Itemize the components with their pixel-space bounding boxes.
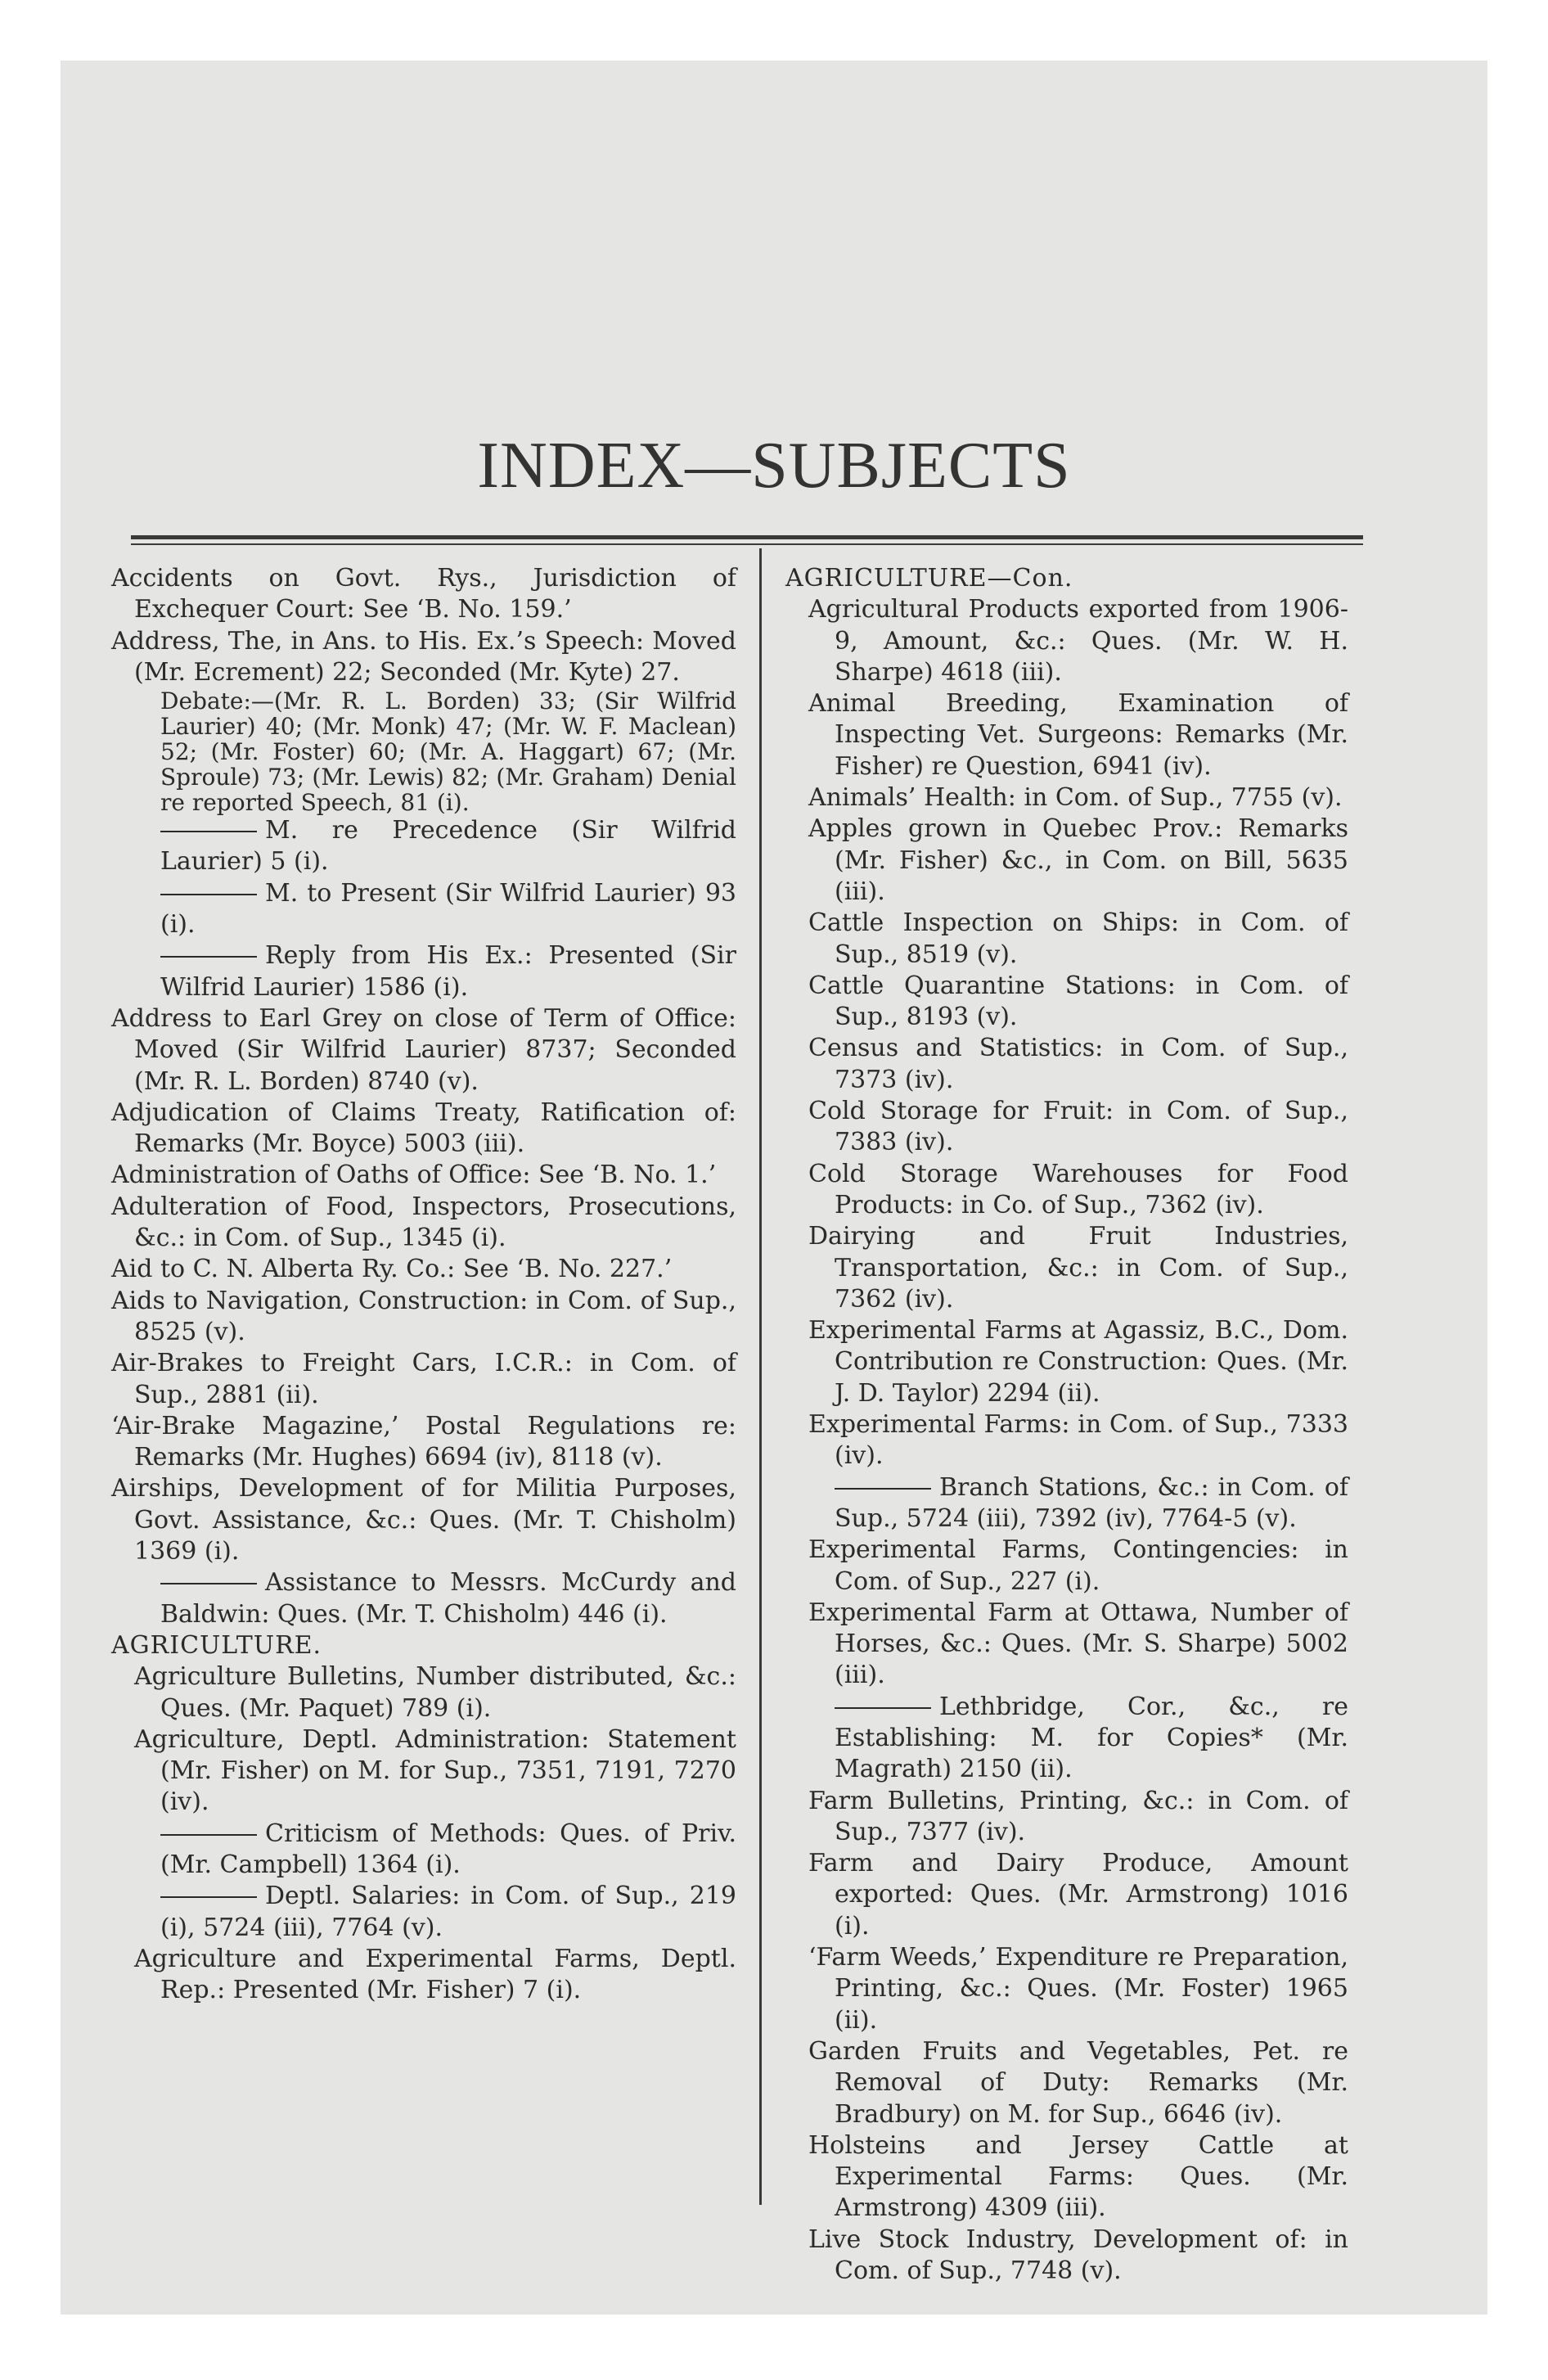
left-column [111,563,736,2006]
index-entry [785,908,1348,971]
ditto-dash [835,1707,931,1709]
index-entry [785,1472,1348,1535]
index-entry [111,940,736,1003]
index-entry [785,1409,1348,1472]
entry-text: Farm and Dairy Produce, Amount exported: Ques. (Mr. Armstrong) 1016 (i). [808,1849,1348,1941]
ditto-dash [160,1583,257,1584]
index-entry [785,1535,1348,1598]
entry-text: Deptl. Salaries: in Com. of Sup., 219 (i), 5724 (iii), 7764 (v). [160,1882,736,1942]
index-entry [111,1944,736,2007]
entry-text: Aid to C. N. Alberta Ry. Co.: See ‘B. No. 227.’ [111,1255,673,1284]
entry-text: Animal Breeding, Examination of Inspecting Vet. Surgeons: Remarks (Mr. Fisher) re Question, 6941 (iv). [808,689,1348,781]
column-divider [759,548,762,2205]
entry-text: Reply from His Ex.: Presented (Sir Wilfrid Laurier) 1586 (i). [160,941,736,1002]
entry-text: ‘Farm Weeds,’ Expenditure re Preparation, Printing, &c.: Ques. (Mr. Foster) 1965 (ii). [808,1943,1348,2035]
index-entry [111,1348,736,1411]
right-column [785,563,1348,2287]
entry-text: Assistance to Messrs. McCurdy and Baldwin: Ques. (Mr. T. Chisholm) 446 (i). [160,1568,736,1629]
index-entry [111,563,736,626]
entry-text: M. to Present (Sir Wilfrid Laurier) 93 (i). [160,878,736,940]
entry-text: Dairying and Fruit Industries, Transportation, &c.: in Com. of Sup., 7362 (iv). [808,1222,1348,1314]
index-entry [111,1567,736,1630]
index-entry [785,1598,1348,1692]
index-entry [785,2130,1348,2224]
entry-text: Accidents on Govt. Rys., Jurisdiction of Exchequer Court: See ‘B. No. 159.’ [111,564,736,624]
index-entry [111,1473,736,1567]
entry-text: Airships, Development of for Militia Purposes, Govt. Assistance, &c.: Ques. (Mr. T. Chisholm) 1369 (i). [111,1474,736,1566]
entry-text: Criticism of Methods: Ques. of Priv. (Mr. Campbell) 1364 (i). [160,1819,736,1879]
ditto-dash [835,1488,931,1490]
index-entry [111,1192,736,1255]
ditto-dash [160,956,257,958]
entry-text: Lethbridge, Cor., &c., re Establishing: M. for Copies* (Mr. Magrath) 2150 (ii). [835,1692,1348,1784]
index-entry [111,1003,736,1098]
entry-text: Address, The, in Ans. to His. Ex.’s Speech: Moved (Mr. Ecrement) 22; Seconded (Mr. Kyte) 27. [111,626,736,687]
entry-text: Administration of Oaths of Office: See ‘B. No. 1.’ [111,1161,717,1190]
entry-text: Agriculture and Experimental Farms, Deptl. Rep.: Presented (Mr. Fisher) 7 (i). [134,1944,736,2005]
index-entry [785,1033,1348,1096]
index-entry [111,815,736,878]
index-entry [111,1286,736,1349]
entry-text: Address to Earl Grey on close of Term of Office: Moved (Sir Wilfrid Laurier) 8737; Seconded (Mr. R. L. Borden) 8740 (v). [111,1003,736,1096]
section-heading [785,563,1348,594]
index-entry [785,1159,1348,1222]
title-rule-thick [131,535,1363,539]
entry-text: Agriculture Bulletins, Number distributed, &c.: Ques. (Mr. Paquet) 789 (i). [134,1662,736,1723]
index-entry [785,1786,1348,1849]
title-rule-thin [131,543,1363,545]
index-entry [111,1098,736,1161]
page-title: INDEX—SUBJECTS [477,430,1071,502]
index-entry [785,814,1348,908]
entry-text: Aids to Navigation, Construction: in Com. of Sup., 8525 (v). [111,1286,736,1346]
entry-text: Garden Fruits and Vegetables, Pet. re Removal of Duty: Remarks (Mr. Bradbury) on M. for Sup., 6646 (iv). [808,2036,1348,2129]
entry-text: Adulteration of Food, Inspectors, Prosecutions, &c.: in Com. of Sup., 1345 (i). [111,1192,736,1253]
index-entry [785,2036,1348,2130]
index-entry [111,1254,736,1285]
entry-text: Cold Storage Warehouses for Food Products: in Co. of Sup., 7362 (iv). [808,1159,1348,1219]
entry-text: Experimental Farms, Contingencies: in Com. of Sup., 227 (i). [808,1535,1348,1596]
index-entry [111,1160,736,1191]
index-entry [785,971,1348,1034]
index-entry [111,1724,736,1819]
index-entry [785,1942,1348,2036]
ditto-dash [160,1896,257,1898]
entry-text: Agriculture, Deptl. Administration: Statement (Mr. Fisher) on M. for Sup., 7351, 7191, 7270 (iv). [134,1724,736,1817]
entry-text: Debate:—(Mr. R. L. Borden) 33; (Sir Wilfrid Laurier) 40; (Mr. Monk) 47; (Mr. W. F. Maclean) 52; (Mr. Foster) 60; (Mr. A. Haggart) 67; (Mr. Sproule) 73; (Mr. Lewis) 82; (Mr. Graham) Denial re reported Speech, 81 (i). [160,687,736,817]
entry-text: AGRICULTURE. [111,1630,322,1660]
section-heading [111,1630,736,1661]
index-entry [785,782,1348,814]
entry-text: Adjudication of Claims Treaty, Ratification of: Remarks (Mr. Boyce) 5003 (iii). [111,1098,736,1159]
entry-text: Experimental Farms: in Com. of Sup., 7333 (iv). [808,1410,1348,1471]
index-entry [785,1692,1348,1786]
index-entry [785,688,1348,782]
index-entry [111,1411,736,1474]
index-entry [785,1096,1348,1159]
index-entry [111,1819,736,1882]
entry-text: Census and Statistics: in Com. of Sup., 7373 (iv). [808,1034,1348,1094]
ditto-dash [160,831,257,832]
index-entry [111,1661,736,1724]
entry-text: Apples grown in Quebec Prov.: Remarks (Mr. Fisher) &c., in Com. on Bill, 5635 (iii). [808,814,1348,906]
index-entry [111,878,736,941]
index-entry [785,2224,1348,2288]
ditto-dash [160,1834,257,1836]
entry-text: Branch Stations, &c.: in Com. of Sup., 5724 (iii), 7392 (iv), 7764-5 (v). [835,1472,1348,1533]
index-entry [785,1221,1348,1315]
entry-text: Holsteins and Jersey Cattle at Experimental Farms: Ques. (Mr. Armstrong) 4309 (iii). [808,2130,1348,2223]
index-entry [111,626,736,689]
entry-text: Cattle Inspection on Ships: in Com. of Sup., 8519 (v). [808,908,1348,969]
index-entry [785,1315,1348,1409]
entry-text: Live Stock Industry, Development of: in Com. of Sup., 7748 (v). [808,2224,1348,2286]
entry-text: Agricultural Products exported from 1906-9, Amount, &c.: Ques. (Mr. W. H. Sharpe) 4618 (iii). [808,595,1348,687]
entry-text: Experimental Farms at Agassiz, B.C., Dom. Contribution re Construction: Ques. (Mr. J. D. Taylor) 2294 (ii). [808,1316,1348,1408]
entry-text: Cattle Quarantine Stations: in Com. of Sup., 8193 (v). [808,971,1348,1032]
entry-text: Animals’ Health: in Com. of Sup., 7755 (v). [808,783,1343,813]
entry-text: AGRICULTURE—Con. [785,564,1073,593]
entry-text: Cold Storage for Fruit: in Com. of Sup., 7383 (iv). [808,1097,1348,1157]
entry-text: M. re Precedence (Sir Wilfrid Laurier) 5 (i). [160,816,736,877]
ditto-dash [160,894,257,895]
index-entry [111,688,736,815]
entry-text: ‘Air-Brake Magazine,’ Postal Regulations re: Remarks (Mr. Hughes) 6694 (iv), 8118 (v). [111,1411,736,1472]
index-entry [785,1848,1348,1942]
index-entry [785,594,1348,688]
entry-text: Farm Bulletins, Printing, &c.: in Com. of Sup., 7377 (iv). [808,1786,1348,1846]
scanned-page [61,61,1487,2315]
entry-text: Air-Brakes to Freight Cars, I.C.R.: in Com. of Sup., 2881 (ii). [111,1349,736,1409]
entry-text: Experimental Farm at Ottawa, Number of Horses, &c.: Ques. (Mr. S. Sharpe) 5002 (iii). [808,1598,1348,1690]
index-entry [111,1881,736,1944]
